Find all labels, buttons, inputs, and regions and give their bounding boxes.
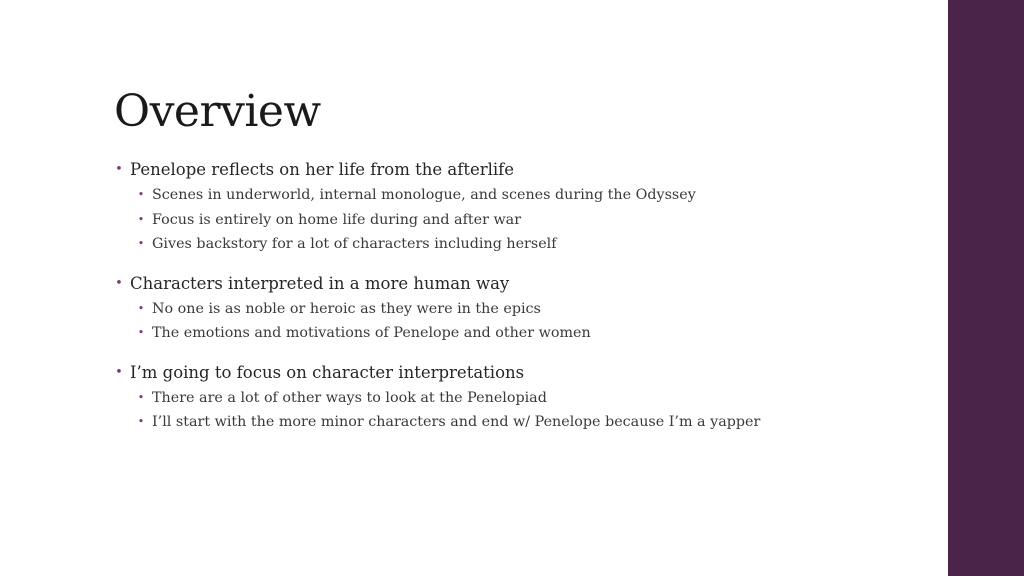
sub-bullet-icon: • [137, 326, 145, 339]
sub-bullet-item [114, 297, 934, 322]
sub-bullet-icon: • [137, 390, 145, 404]
bullet-icon: • [115, 162, 123, 177]
sub-bullet-text: Focus is entirely on home life during and after war [152, 211, 522, 228]
sub-bullet-text: No one is as noble or heroic as they were in the epics [152, 300, 541, 317]
sub-bullet-item [114, 386, 934, 411]
sub-bullet-item [114, 183, 934, 208]
sub-bullet-item [114, 321, 934, 346]
bullet-item [114, 360, 934, 386]
bullet-section-1 [114, 157, 934, 257]
bullet-list [114, 157, 934, 449]
sub-bullet-text: Gives backstory for a lot of characters including herself [152, 236, 557, 252]
bullet-text: Characters interpreted in a more human way [130, 273, 510, 293]
sub-bullet-text: I’ll start with the more minor characters and end w/ Penelope because I’m a yapper [152, 414, 761, 430]
sub-bullet-text: The emotions and motivations of Penelope and other women [152, 325, 591, 341]
bullet-text: Penelope reflects on her life from the afterlife [130, 160, 515, 179]
sub-bullet-text: There are a lot of other ways to look at the Penelopiad [152, 389, 547, 406]
sub-bullet-icon: • [137, 188, 145, 201]
sub-bullet-item [114, 208, 934, 233]
accent-side-bar [948, 0, 1024, 576]
bullet-icon: • [115, 275, 123, 291]
bullet-text: I’m going to focus on character interpretations [130, 362, 525, 382]
sub-bullet-item [114, 410, 934, 435]
sub-bullet-icon: • [137, 237, 145, 250]
sub-bullet-icon: • [137, 415, 145, 428]
bullet-icon: • [115, 364, 123, 380]
sub-bullet-text: Scenes in underworld, internal monologue, and scenes during the Odyssey [152, 187, 696, 203]
bullet-item [114, 271, 934, 297]
sub-bullet-icon: • [137, 212, 145, 226]
bullet-section-3 [114, 360, 934, 435]
bullet-item [114, 157, 934, 183]
sub-bullet-item [114, 232, 934, 257]
slide-title: Overview [114, 86, 321, 137]
sub-bullet-icon: • [137, 301, 145, 315]
bullet-section-2 [114, 271, 934, 346]
